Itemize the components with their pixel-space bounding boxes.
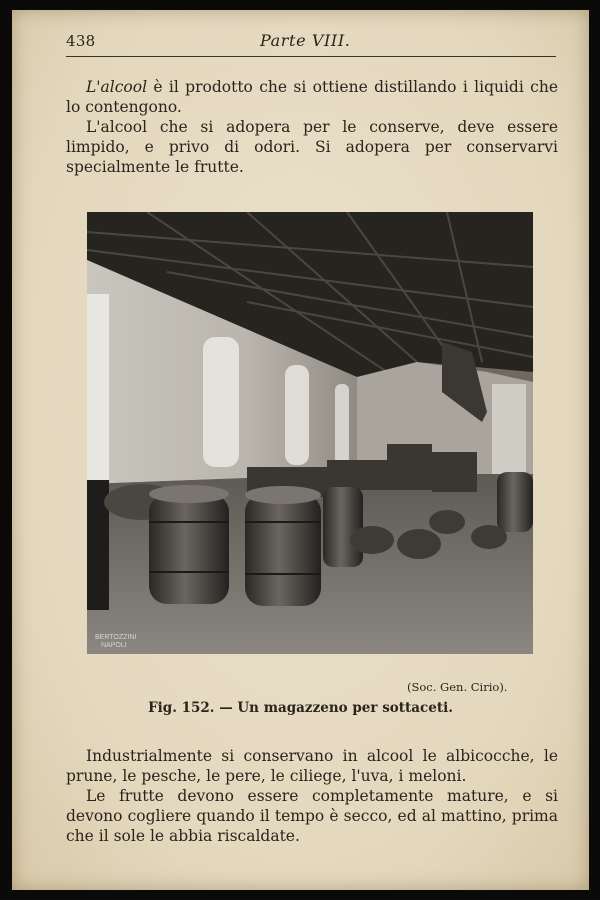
running-head: Parte VIII. [260,31,351,50]
bottom-text-block [66,746,558,846]
photo-credit: (Soc. Gen. Cirio). [407,680,508,694]
header-rule [66,56,556,57]
page-number: 438 [66,32,96,50]
warehouse-illustration [87,212,533,654]
paragraph-alcool-definition [66,77,558,117]
page-header [12,10,589,70]
figure-caption: Fig. 152. — Un magazzeno per sottaceti. [148,700,453,716]
paragraph-alcool-use: L'alcool che si adopera per le conserve, deve essere limpido, e privo di odori. Si adopera per conservarvi specialmente le frutte. [66,118,558,176]
term-alcool: L'alcool [86,78,148,96]
paragraph-fruits-in-alcool: Industrialmente si conservano in alcool le albicocche, le prune, le pesche, le pere, le ciliege, l'uva, i meloni. [66,747,558,785]
top-text-block [66,77,558,177]
warehouse-photo [87,212,533,654]
book-page [12,10,589,890]
paragraph-text: è il prodotto che si ottiene distillando i liquidi che lo contengono. [66,78,558,116]
photo-imprint-line-2: NAPOLI [101,642,127,649]
photo-imprint-line-1: BERTOZZINI [95,634,137,641]
paragraph-fruit-ripeness: Le frutte devono essere completamente mature, e si devono cogliere quando il tempo è secco, ed al mattino, prima che il sole le abbia riscaldate. [66,787,558,845]
